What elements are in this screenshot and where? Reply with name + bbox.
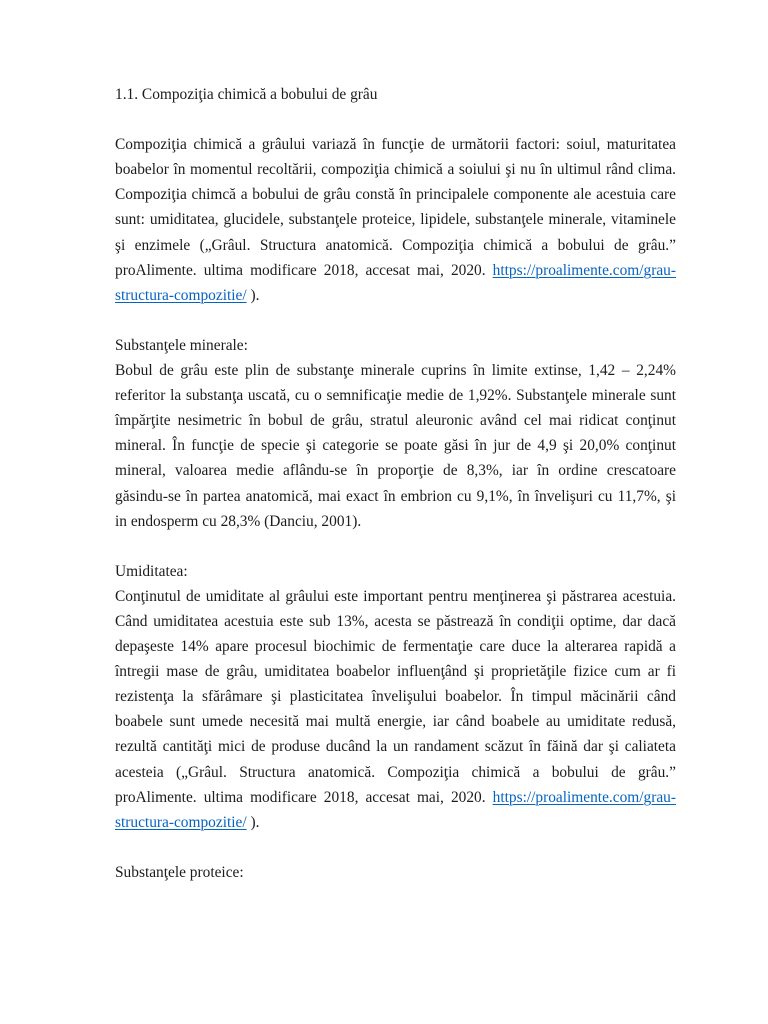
line-text: proAlimente. ultima modificare 2018, accesat mai, 2020. <box>115 261 493 279</box>
paragraph-line: depaşeste 14% apare procesul biochimic de fermentaţie care duce la alterarea rapidă a <box>115 638 676 656</box>
paragraph-intro <box>115 132 676 308</box>
paragraph-line <box>115 283 676 308</box>
blank-line <box>115 534 676 559</box>
reference-link[interactable]: structura-compozitie/ <box>115 813 247 831</box>
subsection-title-proteins: Substanţele proteice: <box>115 863 244 881</box>
document-page <box>115 82 676 885</box>
subsection-title-minerals: Substanţele minerale: <box>115 336 248 354</box>
reference-link[interactable]: https://proalimente.com/grau- <box>492 788 676 806</box>
paragraph-line: acesteia („Grâul. Structura anatomică. Compoziţia chimică a bobului de grâu.” <box>115 763 676 781</box>
paragraph-line: boabele sunt umede necesită mai multă energie, iar când boabele au umiditate redusă, <box>115 713 676 731</box>
paragraph-line: referitor la substanţa uscată, cu o semnificaţie medie de 1,92%. Substanţele minerale sunt <box>115 387 676 405</box>
paragraph-line: Bobul de grâu este plin de substanţe minerale cuprins în limite extinse, 1,42 – 2,24% <box>115 362 676 380</box>
section-moisture <box>115 559 676 835</box>
line-text: proAlimente. ultima modificare 2018, accesat mai, 2020. <box>115 788 493 806</box>
paragraph-line: şi enzimele („Grâul. Structura anatomică. Compoziţia chimică a bobului de grâu.” <box>115 236 676 254</box>
paragraph-line <box>115 810 676 835</box>
paragraph-line: mineral. În funcţie de specie şi categorie se poate găsi în jur de 4,9 şi 20,0% conţinut <box>115 437 676 455</box>
blank-line <box>115 835 676 860</box>
paragraph-line: Compoziţia chimică a grâului variază în funcţie de următorii factori: soiul, maturitatea <box>115 136 676 154</box>
paragraph-line: Compoziţia chimcă a bobului de grâu constă în principalele componente ale acestuia care <box>115 186 676 204</box>
paragraph-line: boabelor în momentul recoltării, compoziţia chimică a soiului şi nu în ultimul rând clima. <box>115 161 676 179</box>
paragraph-line <box>115 785 676 810</box>
paragraph-line: întregii mase de grâu, umiditatea boabelor influenţând şi proprietăţile fizice cum ar fi <box>115 663 676 681</box>
paragraph-line: sunt: umiditatea, glucidele, substanţele proteice, lipidele, substanţele minerale, vitaminele <box>115 211 676 229</box>
paragraph-line: in endosperm cu 28,3% (Danciu, 2001). <box>115 512 362 530</box>
blank-line <box>115 308 676 333</box>
paragraph-line: Conţinutul de umiditate al grâului este important pentru menţinerea şi păstrarea acestuia. <box>115 587 676 605</box>
subsection-title-moisture: Umiditatea: <box>115 562 188 580</box>
section-heading: 1.1. Compoziţia chimică a bobului de grâu <box>115 86 378 103</box>
paragraph-line: mineral, valoarea medie aflându-se în proporţie de 8,3%, iar în ordine crescatoare <box>115 462 676 480</box>
paragraph-line: rezultă cantităţi mici de produse ducând la un randament scăzut în făină dar şi caliateta <box>115 738 676 756</box>
reference-link[interactable]: structura-compozitie/ <box>115 286 247 304</box>
paragraph-line: găsindu-se în partea anatomică, mai exact în embrion cu 9,1%, în învelişuri cu 11,7%, şi <box>115 487 676 505</box>
paragraph-line: rezistenţa la sfărâmare şi plasticitatea învelişului boabelor. În timpul măcinării când <box>115 688 676 706</box>
paragraph-line: Când umiditatea acestuia este sub 13%, acesta se păstrează în condiţii optime, dar dacă <box>115 612 676 630</box>
reference-link[interactable]: https://proalimente.com/grau- <box>492 261 676 279</box>
line-text: ). <box>246 286 260 304</box>
line-text: ). <box>246 813 260 831</box>
section-minerals <box>115 333 676 534</box>
blank-line <box>115 107 676 132</box>
section-proteins <box>115 860 676 885</box>
paragraph-line <box>115 258 676 283</box>
paragraph-line: împărţite nesimetric în bobul de grâu, stratul aleuronic având cel mai ridicat conţinut <box>115 412 676 430</box>
